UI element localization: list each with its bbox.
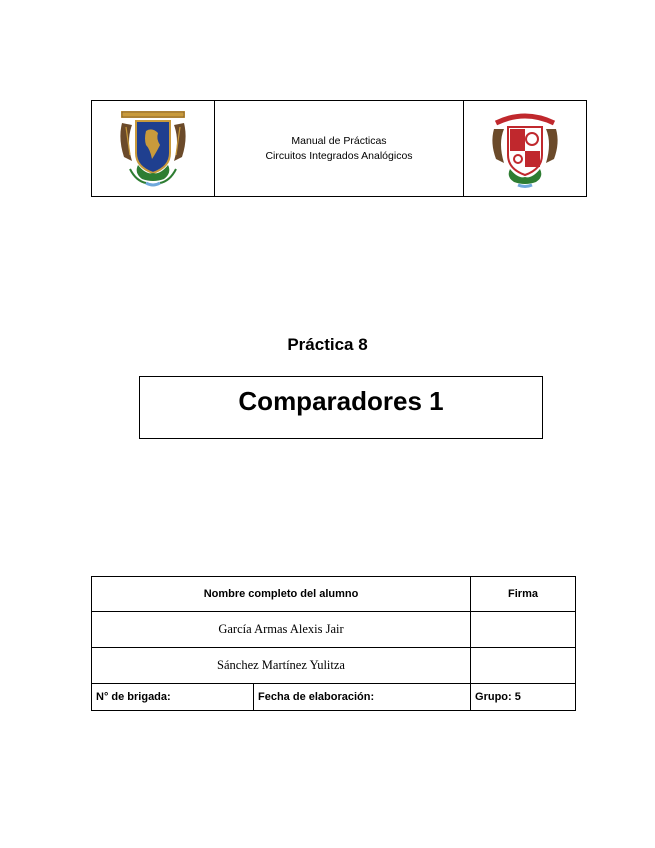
table-row bbox=[92, 648, 576, 684]
ingenieria-shield-icon bbox=[488, 109, 562, 189]
student-name: García Armas Alexis Jair bbox=[92, 612, 471, 648]
left-logo-cell bbox=[92, 101, 215, 197]
unam-shield-icon bbox=[116, 109, 190, 189]
student-name: Sánchez Martínez Yulitza bbox=[92, 648, 471, 684]
practice-number: Práctica 8 bbox=[287, 335, 368, 354]
brigade-label: N° de brigada: bbox=[92, 684, 254, 711]
column-header-signature: Firma bbox=[471, 577, 576, 612]
right-logo-cell bbox=[464, 101, 587, 197]
header-title-cell bbox=[215, 101, 464, 197]
group-label: Grupo: 5 bbox=[471, 684, 576, 711]
students-table bbox=[91, 576, 576, 711]
date-label: Fecha de elaboración: bbox=[254, 684, 471, 711]
practice-title: Comparadores 1 bbox=[238, 386, 444, 416]
student-signature bbox=[471, 648, 576, 684]
header-table bbox=[91, 100, 587, 197]
column-header-name: Nombre completo del alumno bbox=[92, 577, 471, 612]
student-signature bbox=[471, 612, 576, 648]
practice-title-box bbox=[139, 376, 543, 439]
table-row bbox=[92, 612, 576, 648]
course-title: Circuitos Integrados Analógicos bbox=[265, 149, 413, 162]
manual-title: Manual de Prácticas bbox=[291, 134, 387, 147]
